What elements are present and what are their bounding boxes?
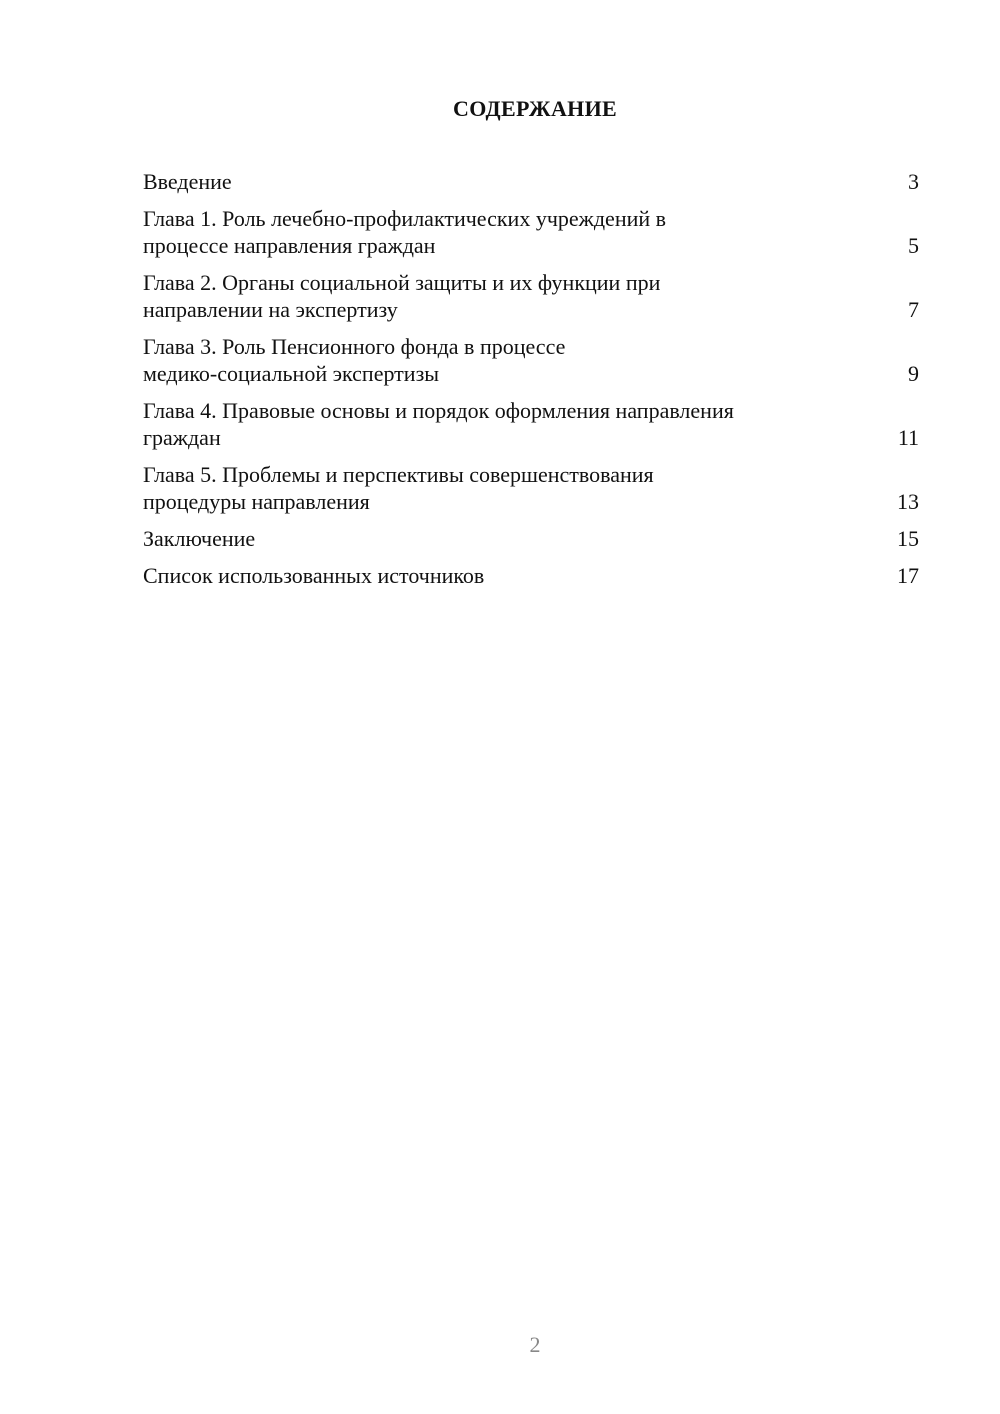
toc-entry-page: 13 xyxy=(897,489,919,514)
toc-entry-page: 7 xyxy=(908,297,919,322)
table-of-contents xyxy=(143,168,919,599)
toc-entry-chapter-2 xyxy=(143,269,919,323)
toc-entry-line: процедуры направления xyxy=(143,489,370,514)
page-number: 2 xyxy=(529,1332,541,1357)
toc-entry-chapter-3 xyxy=(143,333,919,387)
toc-entry-page: 5 xyxy=(908,233,919,258)
toc-entry-text xyxy=(143,269,889,323)
toc-entry-line: направлении на экспертизу xyxy=(143,297,398,322)
toc-entry-chapter-1 xyxy=(143,205,919,259)
toc-entry-line: Список использованных источников xyxy=(143,563,485,588)
toc-entry-text xyxy=(143,397,889,451)
toc-entry-chapter-5 xyxy=(143,461,919,515)
toc-entry-text xyxy=(143,562,889,589)
toc-entry-text xyxy=(143,461,889,515)
toc-entry-text xyxy=(143,205,889,259)
toc-entry-page: 9 xyxy=(908,361,919,386)
toc-entry-line: процессе направления граждан xyxy=(143,233,436,258)
toc-entry-line: граждан xyxy=(143,425,221,450)
toc-entry-page: 17 xyxy=(897,563,919,588)
toc-entry-page: 11 xyxy=(897,425,919,450)
toc-entry-line: Глава 4. Правовые основы и порядок оформления направления xyxy=(143,398,734,423)
toc-entry-line: Глава 3. Роль Пенсионного фонда в процессе xyxy=(143,334,566,359)
toc-entry-text xyxy=(143,168,889,195)
toc-entry-page: 15 xyxy=(897,526,919,551)
toc-entry-line: Глава 1. Роль лечебно-профилактических учреждений в xyxy=(143,206,667,231)
toc-entry-line: Заключение xyxy=(143,526,256,551)
toc-entry-conclusion xyxy=(143,525,919,552)
toc-entry-chapter-4 xyxy=(143,397,919,451)
toc-entry-introduction xyxy=(143,168,919,195)
toc-entry-line: медико-социальной экспертизы xyxy=(143,361,440,386)
toc-entry-line: Глава 5. Проблемы и перспективы совершенствования xyxy=(143,462,654,487)
toc-entry-references xyxy=(143,562,919,589)
toc-entry-line: Глава 2. Органы социальной защиты и их функции при xyxy=(143,270,661,295)
toc-entry-page: 3 xyxy=(908,169,919,194)
toc-entry-line: Введение xyxy=(143,169,232,194)
toc-title: СОДЕРЖАНИЕ xyxy=(453,96,617,121)
toc-entry-text xyxy=(143,333,889,387)
toc-entry-text xyxy=(143,525,889,552)
